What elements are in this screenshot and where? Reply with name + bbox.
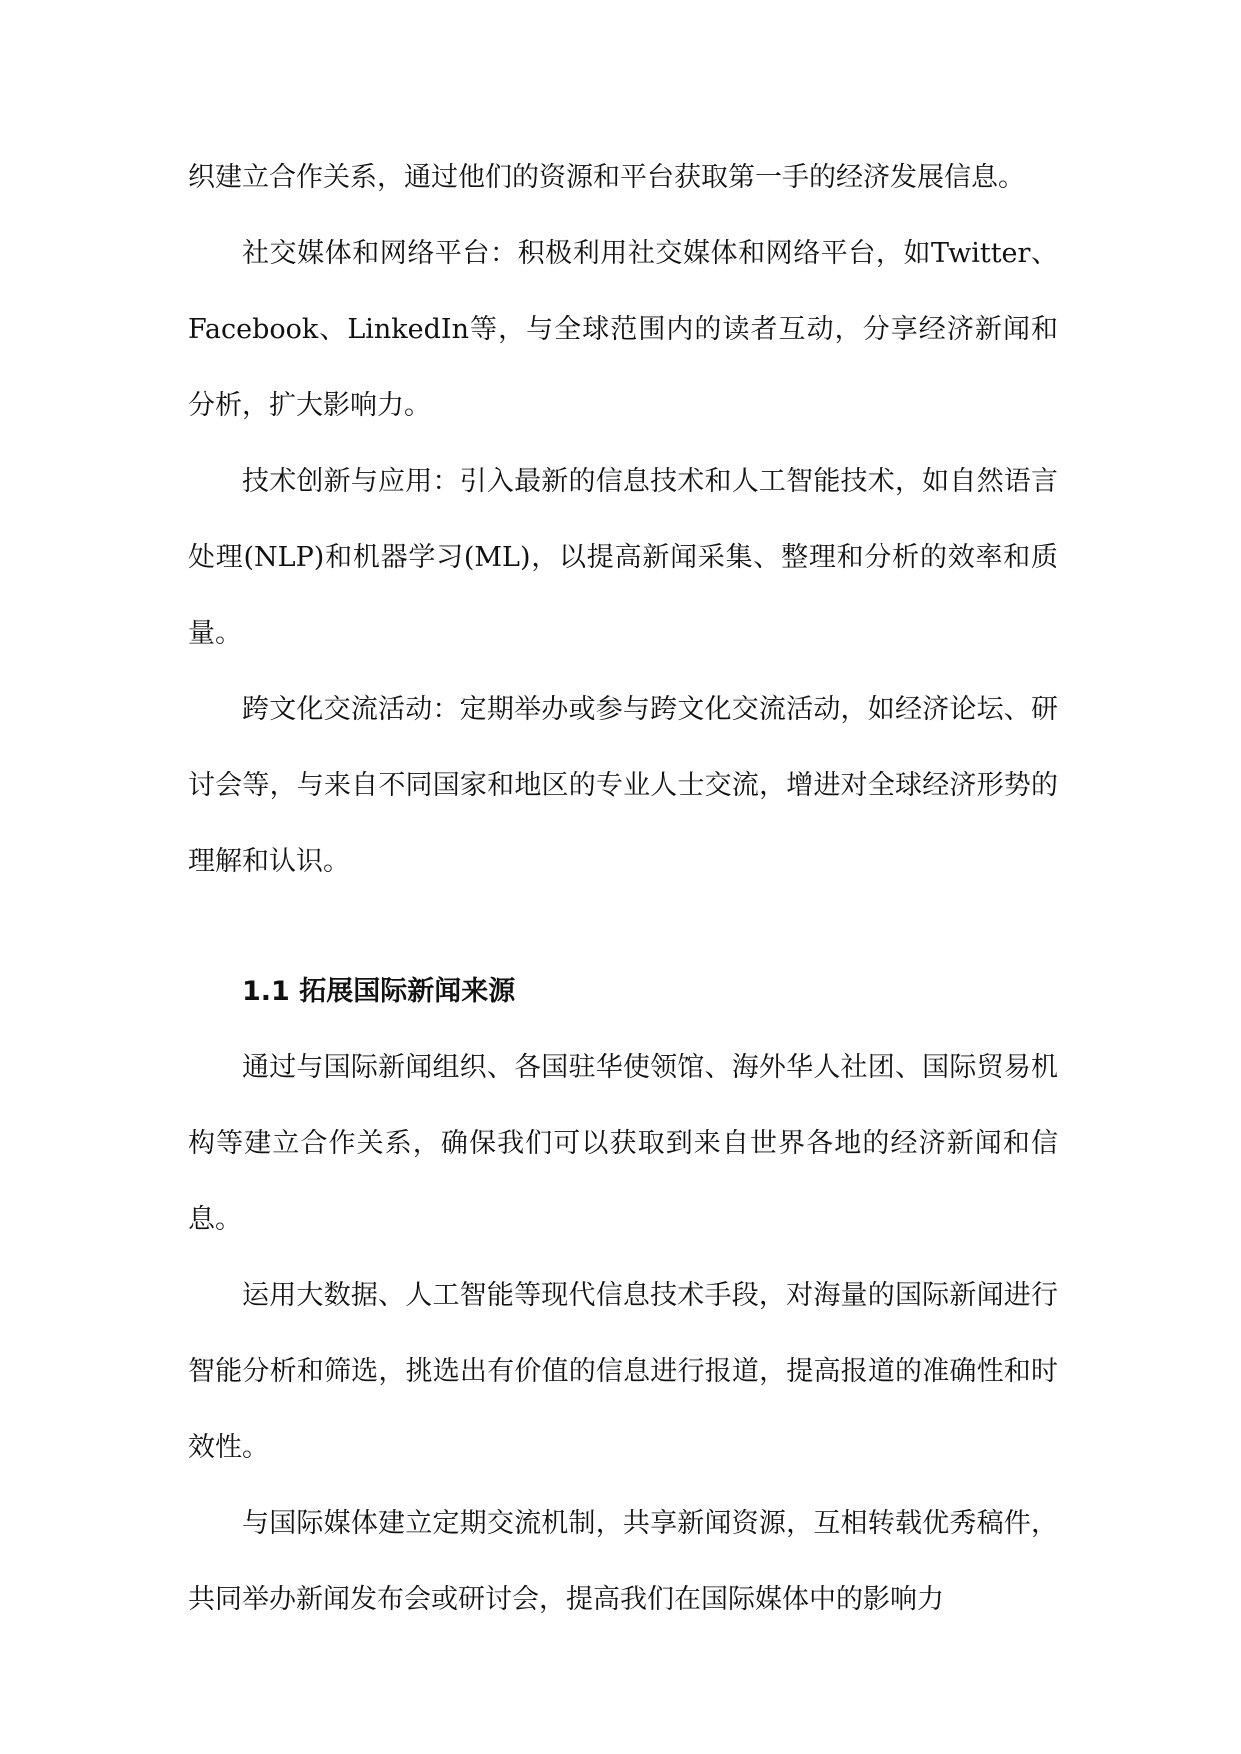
section-heading: 1.1 拓展国际新闻来源 xyxy=(242,976,516,1007)
paragraph-cross-cultural: 跨文化交流活动：定期举办或参与跨文化交流活动，如经济论坛、研讨会等，与来自不同国家和地区的专业人士交流，增进对全球经济形势的理解和认识。 xyxy=(188,694,1058,877)
paragraph-partnerships: 通过与国际新闻组织、各国驻华使领馆、海外华人社团、国际贸易机构等建立合作关系，确保我们可以获取到来自世界各地的经济新闻和信息。 xyxy=(188,1052,1058,1235)
paragraph-media-exchange: 与国际媒体建立定期交流机制，共享新闻资源，互相转载优秀稿件，共同举办新闻发布会或研讨会，提高我们在国际媒体中的影响力 xyxy=(188,1508,1058,1615)
paragraph-big-data: 运用大数据、人工智能等现代信息技术手段，对海量的国际新闻进行智能分析和筛选，挑选出有价值的信息进行报道，提高报道的准确性和时效性。 xyxy=(188,1280,1058,1463)
paragraph-continuation: 织建立合作关系，通过他们的资源和平台获取第一手的经济发展信息。 xyxy=(188,162,1025,193)
document-body xyxy=(188,140,1058,1638)
paragraph-social-media: 社交媒体和网络平台：积极利用社交媒体和网络平台，如Twitter、Facebook、LinkedIn等，与全球范围内的读者互动，分享经济新闻和分析，扩大影响力。 xyxy=(188,238,1058,421)
paragraph-tech-innovation: 技术创新与应用：引入最新的信息技术和人工智能技术，如自然语言处理(NLP)和机器学习(ML)，以提高新闻采集、整理和分析的效率和质量。 xyxy=(188,466,1058,649)
